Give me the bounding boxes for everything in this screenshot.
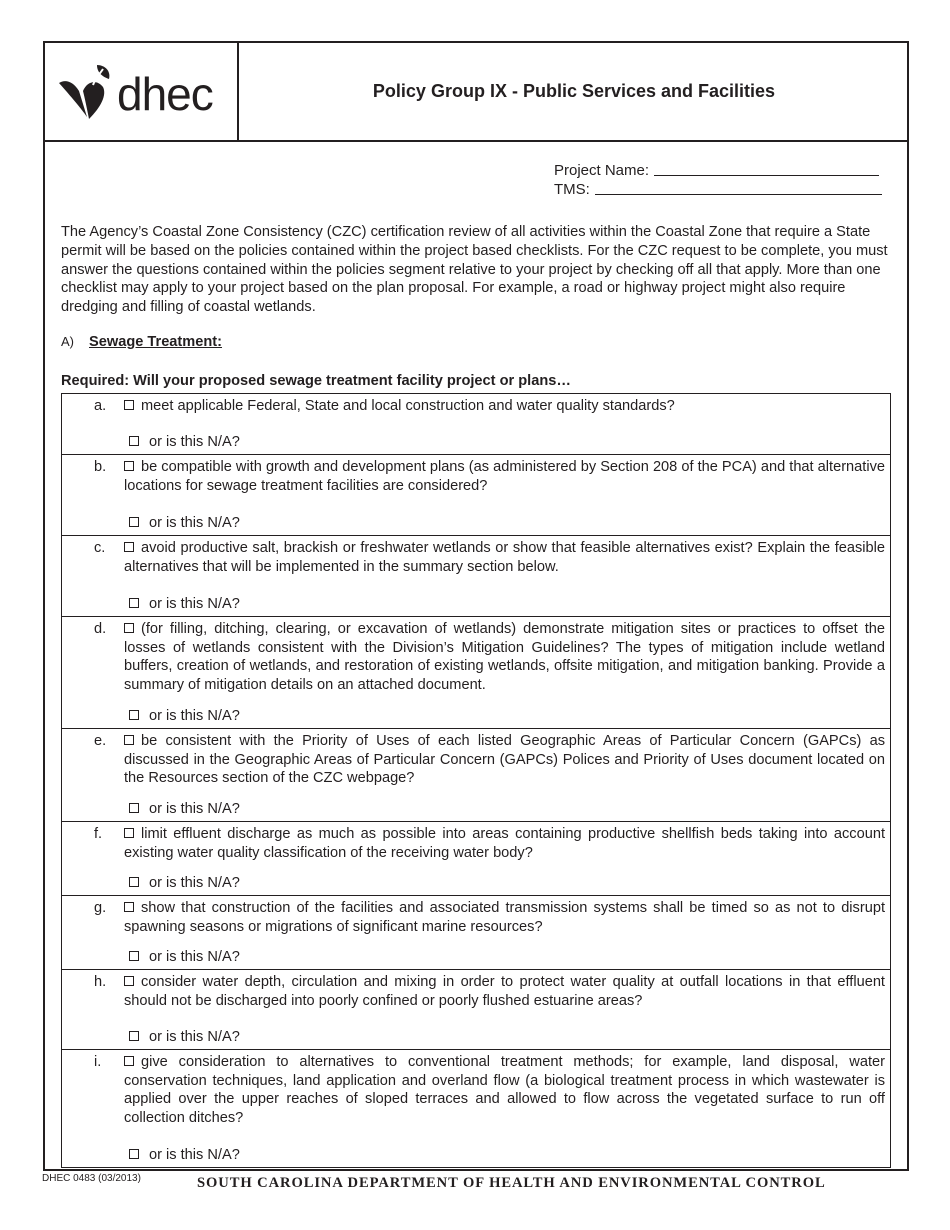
item-letter: c. [94, 540, 106, 556]
checklist-table [61, 393, 891, 1168]
checklist-item [62, 729, 890, 822]
item-question: avoid productive salt, brackish or freshwater wetlands or show that feasible alternatives exist? Explain the feasible alternatives that will be implemented in the summary section below. [124, 540, 885, 575]
checklist-item [62, 970, 890, 1050]
item-text [124, 539, 885, 576]
item-question: be consistent with the Priority of Uses of each listed Geographic Areas of Particular Concern (GAPCs) as discussed in the Geographic Areas of Particular Concern (GAPCs) Polices and Priority of Uses document located on the Resources section of the CZC webpage? [124, 733, 885, 787]
item-na [129, 1028, 240, 1047]
item-checkbox[interactable] [124, 828, 134, 838]
logo-wordmark: dhec [117, 68, 213, 120]
item-question: be compatible with growth and development plans (as administered by Section 208 of the PCA) and that alternative locations for sewage treatment facilities are considered? [124, 459, 885, 494]
na-label: or is this N/A? [149, 801, 240, 818]
form-number: DHEC 0483 (03/2013) [42, 1173, 141, 1184]
item-text [124, 1053, 885, 1127]
item-letter: i. [94, 1054, 102, 1070]
item-na [129, 707, 240, 726]
project-name-field[interactable] [654, 161, 879, 176]
checklist-item [62, 822, 890, 896]
item-na [129, 1146, 240, 1165]
item-text [124, 620, 885, 694]
na-checkbox[interactable] [129, 951, 139, 961]
item-text [124, 825, 885, 862]
tms-label: TMS: [554, 181, 590, 198]
na-checkbox[interactable] [129, 803, 139, 813]
section-letter: A) [61, 334, 74, 349]
checklist-item [62, 536, 890, 617]
na-label: or is this N/A? [149, 596, 240, 613]
na-checkbox[interactable] [129, 598, 139, 608]
project-name-label: Project Name: [554, 162, 650, 179]
item-text [124, 397, 885, 416]
na-label: or is this N/A? [149, 949, 240, 966]
na-label: or is this N/A? [149, 515, 240, 532]
item-letter: d. [94, 621, 107, 637]
item-letter: e. [94, 733, 107, 749]
required-question: Required: Will your proposed sewage treatment facility project or plans… [61, 373, 571, 389]
na-label: or is this N/A? [149, 708, 240, 725]
item-checkbox[interactable] [124, 542, 134, 552]
form-title: Policy Group IX - Public Services and Facilities [372, 81, 776, 101]
section-heading [61, 334, 222, 350]
item-letter: f. [94, 826, 103, 842]
na-checkbox[interactable] [129, 517, 139, 527]
item-question: give consideration to alternatives to conventional treatment methods; for example, land disposal, water conservation techniques, land application and overland flow (a biological treatment process in which wastewater is applied over the upper reaches of sloped terraces and allowed to flow across the vegetated surface to run off collection ditches? [124, 1054, 885, 1126]
footer-agency: SOUTH CAROLINA DEPARTMENT OF HEALTH AND ENVIRONMENTAL CONTROL [197, 1175, 826, 1191]
na-label: or is this N/A? [149, 1147, 240, 1164]
item-letter: g. [94, 900, 107, 916]
item-question: consider water depth, circulation and mixing in order to protect water quality at outfall locations in that effluent should not be discharged into poorly confined or poorly flushed estuarine areas? [124, 974, 885, 1009]
item-checkbox[interactable] [124, 623, 134, 633]
na-checkbox[interactable] [129, 710, 139, 720]
item-na [129, 514, 240, 533]
item-question: limit effluent discharge as much as possible into areas containing productive shellfish beds taking into account existing water quality classification of the receiving water body? [124, 826, 885, 861]
checklist-item [62, 455, 890, 536]
na-label: or is this N/A? [149, 1029, 240, 1046]
project-name-row [554, 161, 882, 180]
na-label: or is this N/A? [149, 434, 240, 451]
item-letter: h. [94, 974, 107, 990]
intro-paragraph: The Agency’s Coastal Zone Consistency (CZC) certification review of all activities within the Coastal Zone that require a State permit will be based on the policies contained within the project based checklists. For the CZC request to be complete, you must answer the questions contained within the policies segment relative to your project by checking off all that apply. More than one checklist may apply to your project based on the plan proposal. For example, a road or highway project might also require dredging and filling of coastal wetlands. [61, 224, 888, 316]
na-checkbox[interactable] [129, 1149, 139, 1159]
item-na [129, 948, 240, 967]
item-na [129, 800, 240, 819]
checklist-item [62, 896, 890, 970]
checklist-item [62, 394, 890, 455]
item-text [124, 732, 885, 788]
item-text [124, 973, 885, 1010]
item-question: (for filling, ditching, clearing, or excavation of wetlands) demonstrate mitigation sites or practices to offset the losses of wetlands consistent with the Division’s Mitigation Guidelines? The types of mitigation include wetland buffers, creation of wetlands, and restoration of existing wetlands, offsite mitigation, and mitigation banking. Provide a summary of mitigation details on an attached document. [124, 621, 885, 693]
form-page [43, 41, 909, 1171]
section-title: Sewage Treatment: [89, 334, 223, 350]
item-letter: a. [94, 398, 107, 414]
na-label: or is this N/A? [149, 875, 240, 892]
project-fields [554, 161, 882, 199]
item-checkbox[interactable] [124, 1056, 134, 1066]
item-checkbox[interactable] [124, 400, 134, 410]
tms-field[interactable] [595, 180, 882, 195]
checklist-item [62, 1050, 890, 1167]
item-letter: b. [94, 459, 107, 475]
item-question: meet applicable Federal, State and local construction and water quality standards? [141, 398, 675, 414]
checklist-item [62, 617, 890, 729]
item-na [129, 595, 240, 614]
item-checkbox[interactable] [124, 902, 134, 912]
item-text [124, 458, 885, 495]
na-checkbox[interactable] [129, 877, 139, 887]
tms-row [554, 180, 882, 199]
item-na [129, 874, 240, 893]
item-na [129, 433, 240, 452]
dhec-logo-icon [57, 61, 119, 123]
item-checkbox[interactable] [124, 461, 134, 471]
form-header [45, 43, 907, 142]
logo-cell [45, 43, 239, 140]
item-question: show that construction of the facilities and associated transmission systems shall be timed so as not to disrupt spawning seasons or migrations of significant marine resources? [124, 900, 885, 935]
item-checkbox[interactable] [124, 976, 134, 986]
na-checkbox[interactable] [129, 436, 139, 446]
item-checkbox[interactable] [124, 735, 134, 745]
item-text [124, 899, 885, 936]
na-checkbox[interactable] [129, 1031, 139, 1041]
